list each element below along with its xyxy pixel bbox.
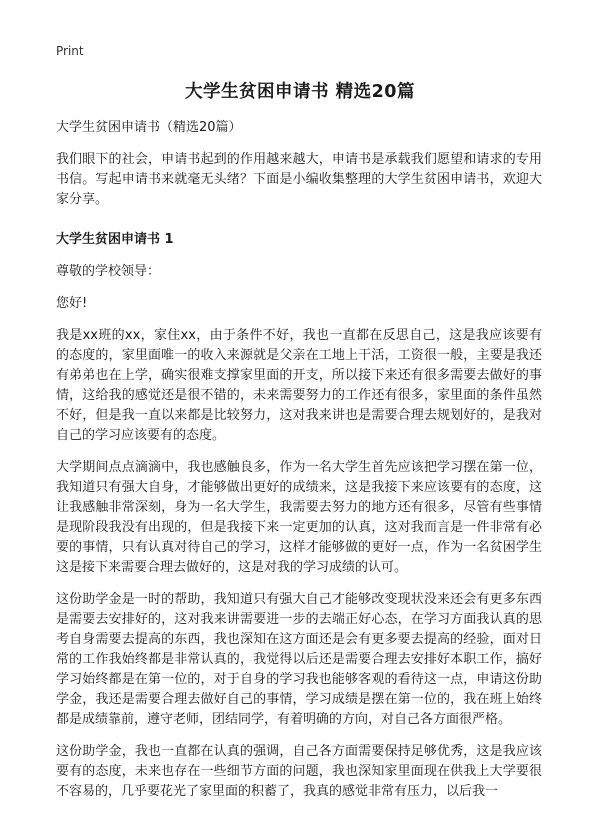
body-paragraph-4: 这份助学金，我也一直都在认真的强调，自己各方面需要保持足够优秀，这是我应该要有的态度，未来也存在一些细节方面的问题，我也深知家里面现在供我上大学要很不容易的，几乎要花光了家里面的积蓄了，我真的感觉非常有压力，以后我一 bbox=[56, 744, 542, 799]
body-paragraph-1: 我是xx班的xx，家住xx，由于条件不好，我也一直都在反思自己，这是我应该要有的态度的，家里面唯一的收入来源就是父亲在工地上干活，工资很一般，主要是我还有弟弟也在上学，确实很难支撑家里面的开支，所以接下来还有很多需要去做好的事情，这给我的感觉还是很不错的，未来需要努力的工作还有很多，家里面的条件虽然不好，但是我一直以来都是比较努力，这对我来讲也是需要合理去规划好的，是我对自己的学习应该要有的态度。 bbox=[56, 328, 542, 443]
document-body bbox=[56, 118, 542, 814]
salutation: 尊敬的学校领导： bbox=[56, 264, 161, 279]
body-paragraph-2: 大学期间点点滴滴中，我也感触良多，作为一名大学生首先应该把学习摆在第一位，我知道只有强大自身，才能够做出更好的成绩来，这是我接下来应该要有的态度，这让我感触非常深刻，身为一名大学生，我需要去努力的地方还有很多，尽管有些事情是现阶段我没有出现的，但是我接下来一定更加的认真，这对我而言是一件非常有必要的事情，只有认真对待自己的学习，这样才能够做的更好一点，作为一名贫困学生这是接下来需要合理去做好的，这是对我的学习成绩的认可。 bbox=[56, 460, 542, 575]
print-label[interactable]: Print bbox=[56, 44, 84, 58]
section-heading: 大学生贫困申请书 1 bbox=[56, 232, 174, 247]
document-title: 大学生贫困申请书 精选20篇 bbox=[185, 82, 415, 102]
document-subtitle: 大学生贫困申请书（精选20篇） bbox=[56, 120, 242, 135]
intro-paragraph: 我们眼下的社会，申请书起到的作用越来越大，申请书是承载我们愿望和请求的专用书信。写起申请书来就毫无头绪？下面是小编收集整理的大学生贫困申请书，欢迎大家分享。 bbox=[56, 152, 542, 207]
greeting: 您好! bbox=[56, 296, 88, 311]
body-paragraph-3: 这份助学金是一时的帮助，我知道只有强大自己才能够改变现状没来还会有更多东西是需要去安排好的，这对我来讲需要进一步的去端正好心态，在学习方面我认真的思考自身需要去提高的东西，我也深知在这方面还是会有更多要去提高的经验，面对日常的工作我始终都是非常认真的，我觉得以后还是需要合理去安排好本职工作，搞好学习始终都是在第一位的，对于自身的学习我也能够客观的看待这一点，申请这份助学金，我还是需要合理去做好自己的事情，学习成绩是摆在第一位的，我在班上始终都是成绩靠前，遵守老师，团结同学，有着明确的方向，对自己各方面很严格。 bbox=[56, 592, 542, 727]
